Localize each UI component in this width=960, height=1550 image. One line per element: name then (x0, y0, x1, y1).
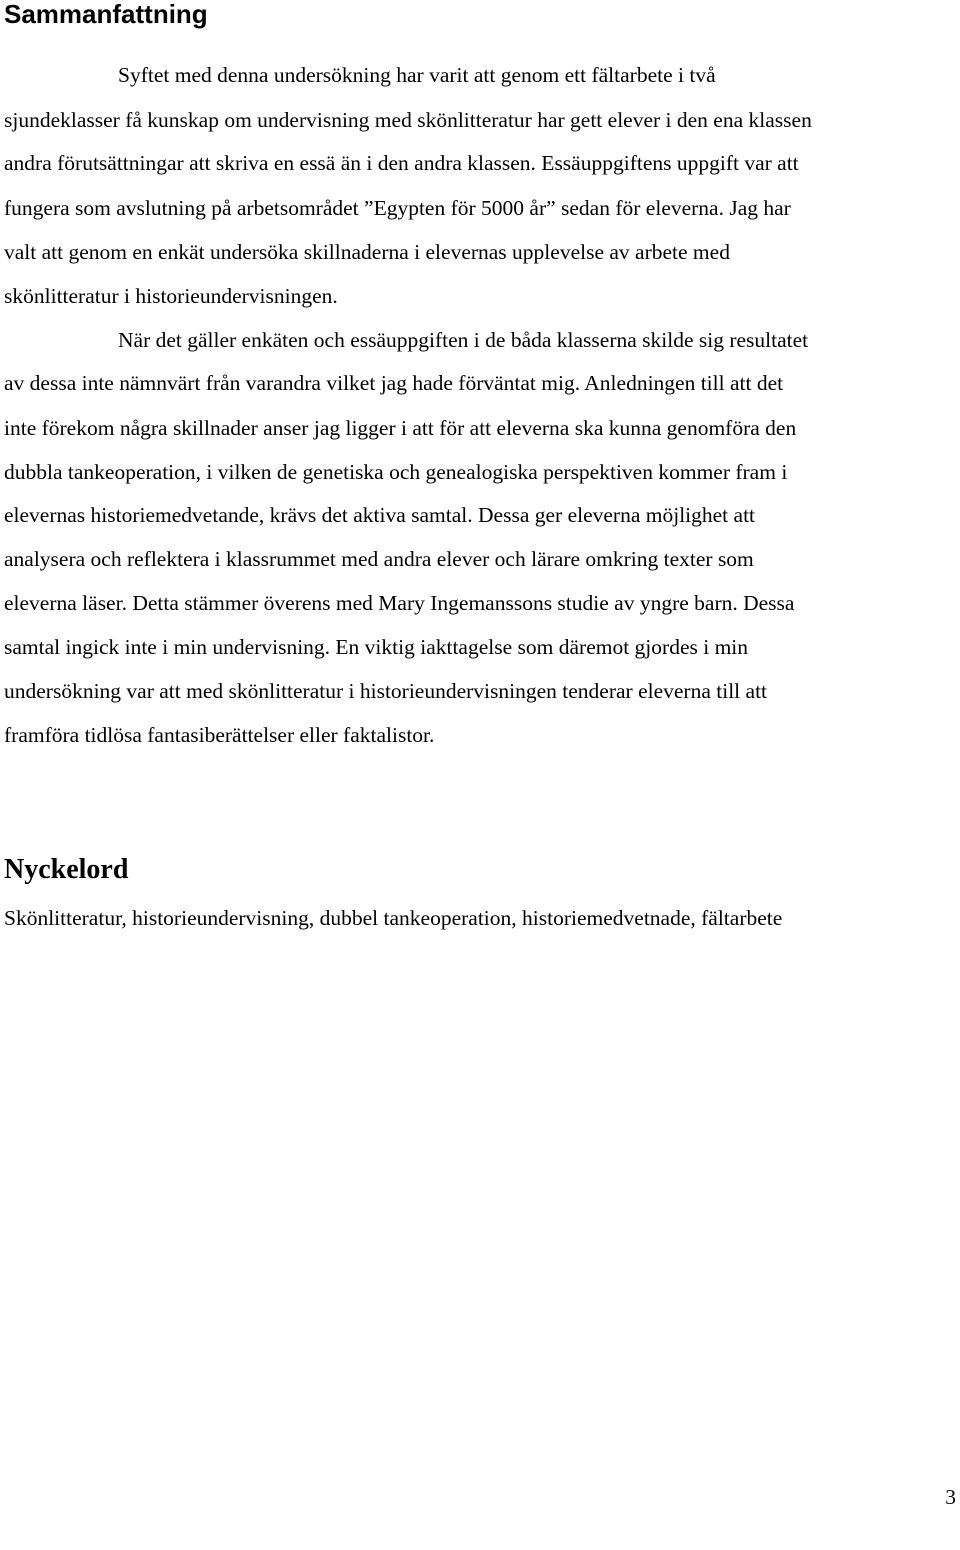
summary-line-9: inte förekom några skillnader anser jag ligger i att för att eleverna ska kunna genomföra den (4, 416, 797, 440)
summary-line-7: När det gäller enkäten och essäuppgiften i de båda klasserna skilde sig resultatet (118, 328, 809, 352)
page-number: 3 (945, 1485, 956, 1509)
keywords-heading: Nyckelord (4, 854, 129, 885)
summary-line-6: skönlitteratur i historieundervisningen. (4, 284, 338, 308)
summary-line-15: undersökning var att med skönlitteratur i historieundervisningen tenderar eleverna till att (4, 679, 768, 703)
summary-line-4: fungera som avslutning på arbetsområdet ”Egypten för 5000 år” sedan för eleverna. Jag har (4, 196, 791, 220)
summary-line-3: andra förutsättningar att skriva en essä än i den andra klassen. Essäuppgiftens uppgift var att (4, 151, 799, 175)
summary-line-14: samtal ingick inte i min undervisning. En viktig iakttagelse som däremot gjordes i min (4, 635, 749, 659)
summary-line-11: elevernas historiemedvetande, krävs det aktiva samtal. Dessa ger eleverna möjlighet att (4, 503, 756, 527)
keywords-text: Skönlitteratur, historieundervisning, dubbel tankeoperation, historiemedvetnade, fältarbete (4, 906, 783, 930)
summary-line-1: Syftet med denna undersökning har varit att genom ett fältarbete i två (118, 63, 716, 87)
summary-line-12: analysera och reflektera i klassrummet med andra elever och lärare omkring texter som (4, 547, 754, 571)
summary-line-16: framföra tidlösa fantasiberättelser eller faktalistor. (4, 723, 435, 747)
summary-line-5: valt att genom en enkät undersöka skillnaderna i elevernas upplevelse av arbete med (4, 240, 730, 264)
summary-line-13: eleverna läser. Detta stämmer överens med Mary Ingemanssons studie av yngre barn. Dessa (4, 591, 795, 615)
summary-line-2: sjundeklasser få kunskap om undervisning med skönlitteratur har gett elever i den ena klassen (4, 108, 812, 132)
summary-heading: Sammanfattning (4, 0, 208, 29)
summary-line-8: av dessa inte nämnvärt från varandra vilket jag hade förväntat mig. Anledningen till att det (4, 371, 784, 395)
summary-line-10: dubbla tankeoperation, i vilken de genetiska och genealogiska perspektiven kommer fram i (4, 460, 788, 484)
